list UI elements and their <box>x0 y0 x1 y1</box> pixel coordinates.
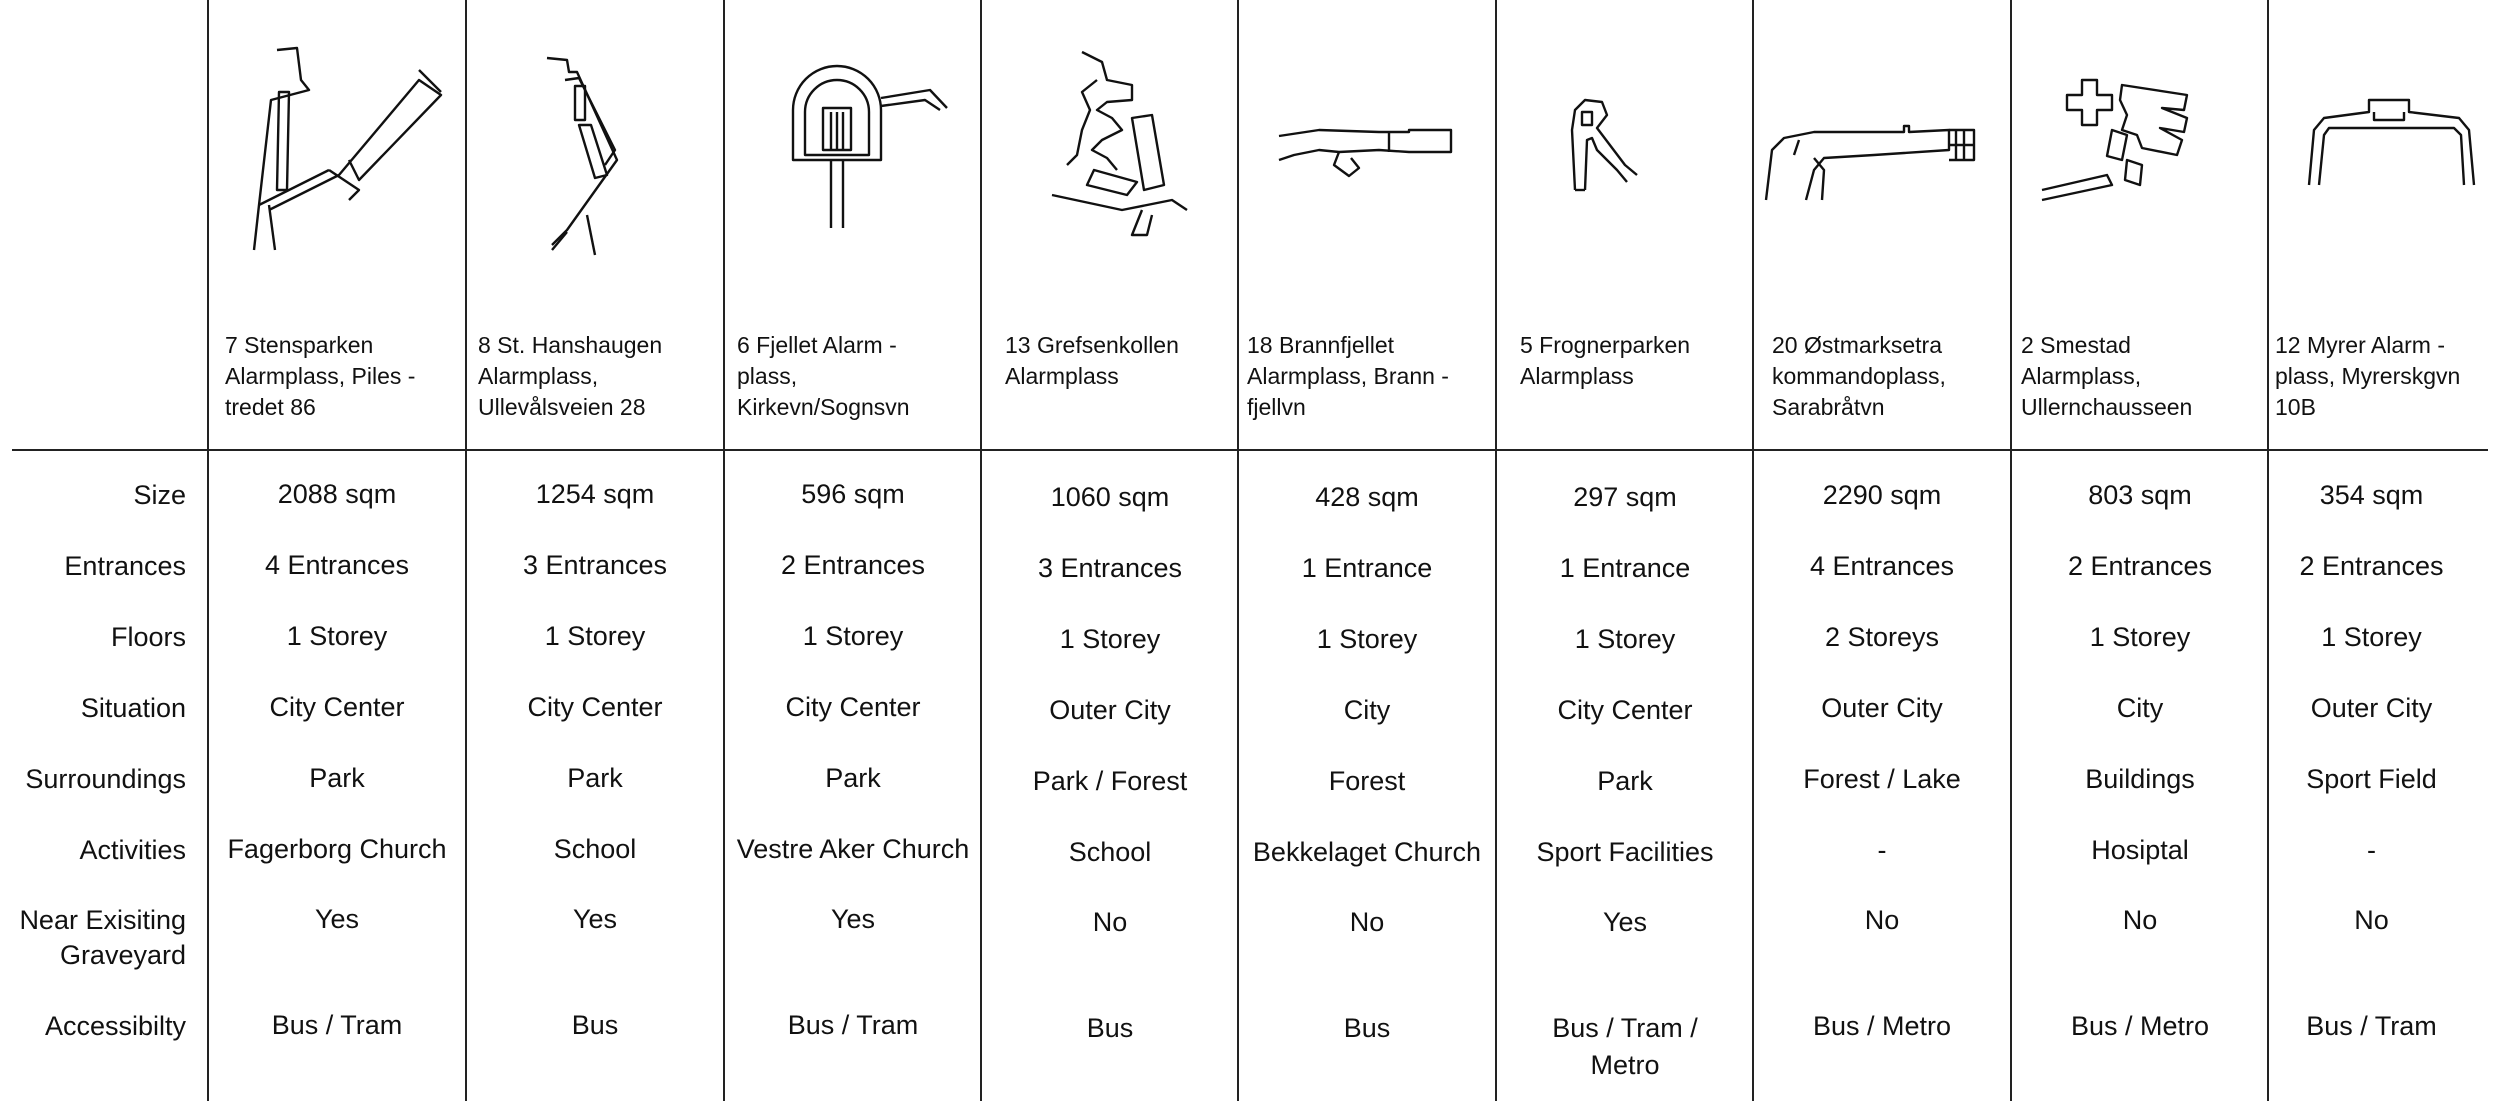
cell-situation: City <box>2116 693 2164 723</box>
cell-size: 297 sqm <box>1573 482 1677 512</box>
cell-size: 1060 sqm <box>1050 482 1170 512</box>
cell-entrances: 3 Entrances <box>1037 553 1183 583</box>
cell-entrances: 3 Entrances <box>522 550 668 580</box>
site-title: 8 St. Hanshaugen Alarmplass, Ullevålsveien 28 <box>478 332 663 420</box>
site-title: 12 Myrer Alarm - plass, Myrerskgvn 10B <box>2275 332 2461 420</box>
cell-surroundings: Park / Forest <box>1032 766 1188 796</box>
cell-activities: - <box>2367 835 2376 865</box>
cell-size: 354 sqm <box>2319 480 2424 510</box>
cell-entrances: 1 Entrance <box>1301 553 1433 583</box>
cell-activities: Sport Facilities <box>1536 837 1714 867</box>
cell-accessibility: Bus / Metro <box>2070 1011 2210 1041</box>
cell-situation: Outer City <box>1049 695 1171 725</box>
cell-activities: School <box>553 834 637 864</box>
cell-surroundings: Park <box>825 763 881 793</box>
site-plan-grefsenkollen <box>982 0 1238 310</box>
cell-situation: City Center <box>527 692 663 722</box>
cell-size: 1254 sqm <box>535 479 655 509</box>
cell-floors: 1 Storey <box>2089 622 2191 652</box>
site-plan-myrer <box>2269 0 2500 310</box>
header-divider <box>12 449 2488 451</box>
cell-entrances: 2 Entrances <box>2067 551 2213 581</box>
row-label-situation: Situation <box>80 693 186 723</box>
site-plan-st-hanshaugen <box>467 0 723 310</box>
cell-floors: 1 Storey <box>2321 622 2422 652</box>
cell-graveyard: No <box>2122 905 2158 935</box>
cell-accessibility: Bus / Tram / Metro <box>1552 1013 1698 1080</box>
cell-surroundings: Forest / Lake <box>1803 764 1961 794</box>
cell-accessibility: Bus / Tram <box>271 1010 403 1040</box>
cell-situation: City Center <box>269 692 405 722</box>
cell-entrances: 4 Entrances <box>264 550 410 580</box>
cell-graveyard: Yes <box>1602 907 1648 937</box>
site-plan-ostmarksetra <box>1754 0 2010 310</box>
cell-accessibility: Bus / Metro <box>1812 1011 1952 1041</box>
cell-situation: City <box>1343 695 1391 725</box>
cell-size: 596 sqm <box>801 479 905 509</box>
row-label-activities: Activities <box>79 835 186 865</box>
cell-activities: Hosiptal <box>2091 835 2189 865</box>
row-label-floors: Floors <box>110 622 186 652</box>
cell-situation: City Center <box>1557 695 1693 725</box>
site-title: 5 Frognerparken Alarmplass <box>1520 332 1691 389</box>
site-plan-brannfjellet <box>1239 0 1495 310</box>
site-plan-stensparken <box>209 0 465 310</box>
cell-accessibility: Bus / Tram <box>787 1010 919 1040</box>
cell-activities: Vestre Aker Church <box>736 834 970 864</box>
cell-entrances: 1 Entrance <box>1559 553 1691 583</box>
site-title: 6 Fjellet Alarm - plass, Kirkevn/Sognsvn <box>737 332 910 420</box>
cell-graveyard: No <box>1349 907 1385 937</box>
cell-activities: School <box>1068 837 1152 867</box>
cell-situation: Outer City <box>2310 693 2433 723</box>
site-title: 20 Østmarksetra kommandoplass, Sarabråtvn <box>1772 332 1946 420</box>
cell-surroundings: Sport Field <box>2306 764 2437 794</box>
cell-surroundings: Forest <box>1328 766 1406 796</box>
row-label-entrances: Entrances <box>64 551 186 581</box>
cell-surroundings: Park <box>309 763 365 793</box>
cell-floors: 1 Storey <box>286 621 388 651</box>
cell-entrances: 4 Entrances <box>1809 551 1955 581</box>
cell-accessibility: Bus / Tram <box>2306 1011 2437 1041</box>
site-title: 2 Smestad Alarmplass, Ullernchausseen <box>2021 332 2193 420</box>
site-plan-smestad <box>2012 0 2268 310</box>
cell-size: 428 sqm <box>1315 482 1419 512</box>
row-label-graveyard-cont: Graveyard <box>59 940 186 970</box>
cell-surroundings: Park <box>1597 766 1653 796</box>
cell-floors: 1 Storey <box>1574 624 1676 654</box>
cell-floors: 2 Storeys <box>1824 622 1940 652</box>
cell-graveyard: No <box>1092 907 1128 937</box>
cell-entrances: 2 Entrances <box>780 550 926 580</box>
cell-surroundings: Park <box>567 763 623 793</box>
cell-activities: Fagerborg Church <box>227 834 447 864</box>
cell-situation: City Center <box>785 692 921 722</box>
row-label-surroundings: Surroundings <box>25 764 186 794</box>
site-title: 18 Brannfjellet Alarmplass, Brann - fjellvn <box>1247 332 1449 420</box>
cell-size: 803 sqm <box>2088 480 2192 510</box>
cell-situation: Outer City <box>1821 693 1943 723</box>
site-plan-fjellet <box>725 0 981 310</box>
cell-graveyard: No <box>1864 905 1900 935</box>
cell-accessibility: Bus <box>1343 1013 1391 1043</box>
cell-graveyard: Yes <box>572 904 618 934</box>
site-title: 13 Grefsenkollen Alarmplass <box>1005 332 1179 389</box>
row-label-graveyard: Near Exisiting <box>19 905 186 935</box>
cell-graveyard: Yes <box>830 904 876 934</box>
cell-accessibility: Bus <box>571 1010 619 1040</box>
cell-accessibility: Bus <box>1086 1013 1134 1043</box>
cell-activities: - <box>1877 835 1887 865</box>
cell-entrances: 2 Entrances <box>2299 551 2444 581</box>
cell-activities: Bekkelaget Church <box>1252 837 1482 867</box>
cell-size: 2088 sqm <box>277 479 397 509</box>
cell-graveyard: No <box>2354 905 2389 935</box>
cell-floors: 1 Storey <box>1316 624 1418 654</box>
row-label-accessibility: Accessibilty <box>44 1011 186 1041</box>
cell-surroundings: Buildings <box>2085 764 2195 794</box>
cell-floors: 1 Storey <box>1059 624 1161 654</box>
site-title: 7 Stensparken Alarmplass, Piles - tredet 86 <box>225 332 416 420</box>
cell-size: 2290 sqm <box>1822 480 1942 510</box>
cell-graveyard: Yes <box>314 904 360 934</box>
row-label-size: Size <box>133 480 186 510</box>
cell-floors: 1 Storey <box>544 621 646 651</box>
cell-floors: 1 Storey <box>802 621 904 651</box>
site-plan-frognerparken <box>1497 0 1753 310</box>
